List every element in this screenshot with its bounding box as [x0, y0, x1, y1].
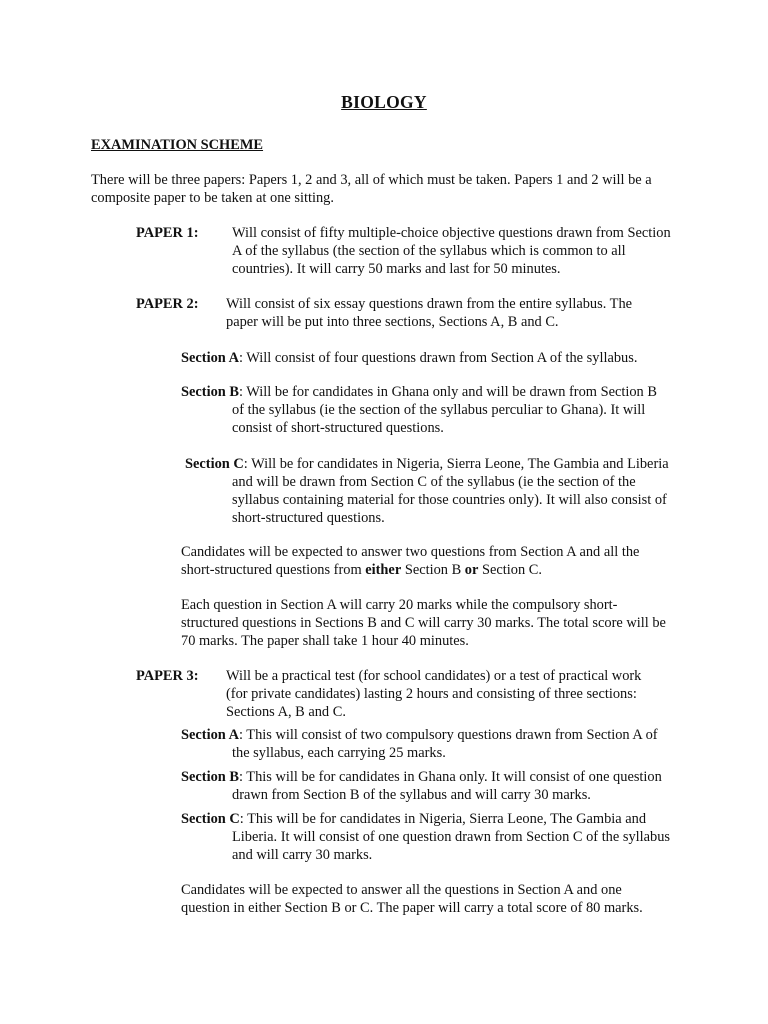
section-b-label: Section B	[181, 384, 239, 400]
paper-2-section-c	[185, 455, 673, 527]
intro-paragraph: There will be three papers: Papers 1, 2 and 3, all of which must be taken. Papers 1 and 2 will be a composite paper to be taken at one sitting.	[91, 172, 652, 206]
expectation-text-1: Candidates will be expected to answer two questions from Section A and all the short-structured questions from	[181, 544, 640, 578]
paper-1-label: PAPER 1:	[136, 225, 199, 241]
paper-3-section-c	[181, 810, 671, 864]
section-b-label: Section B	[181, 769, 239, 785]
paper-2-label: PAPER 2:	[136, 296, 199, 312]
section-b-text: : Will be for candidates in Ghana only and will be drawn from Section B of the syllabus (ie the section of the syllabus perculiar to Ghana). It will consist of short-structured questions.	[232, 384, 657, 436]
paper-2-description	[226, 295, 666, 331]
paper-2-section-a	[181, 349, 681, 367]
paper-3-section-a	[181, 726, 671, 762]
section-heading: EXAMINATION SCHEME	[91, 137, 264, 153]
emphasis-either: either	[365, 562, 402, 578]
emphasis-or: or	[464, 562, 479, 578]
section-a-text: : Will consist of four questions drawn from Section A of the syllabus.	[238, 350, 638, 366]
section-a-text: : This will consist of two compulsory questions drawn from Section A of the syllabus, each carrying 25 marks.	[232, 727, 658, 761]
section-c-text: : This will be for candidates in Nigeria, Sierra Leone, The Gambia and Liberia. It will consist of one question drawn from Section C of the syllabus and will carry 30 marks.	[232, 811, 671, 863]
expectation-text-3: Section C.	[478, 562, 542, 578]
section-c-text: : Will be for candidates in Nigeria, Sierra Leone, The Gambia and Liberia and will be drawn from Section C of the syllabus (ie the section of the syllabus containing material for those countries only). It will also consist of short-structured questions.	[232, 456, 669, 526]
paper-2-marks: Each question in Section A will carry 20 marks while the compulsory short-structured questions in Sections B and C will carry 30 marks. The total score will be 70 marks. The paper shall take 1 hour 40 minutes.	[181, 597, 666, 649]
section-c-label: Section C	[185, 456, 244, 472]
paper-3-text: Will be a practical test (for school candidates) or a test of practical work (for private candidates) lasting 2 hours and consisting of three sections: Sections A, B and C.	[226, 668, 642, 720]
paper-3-section-b	[181, 768, 671, 804]
paper-1-description	[232, 224, 678, 278]
paper-3-label: PAPER 3:	[136, 668, 199, 684]
paper-2-section-b	[181, 383, 671, 437]
paper-3-description	[226, 667, 666, 721]
section-a-label: Section A	[181, 727, 239, 743]
page-title: BIOLOGY	[341, 92, 427, 112]
paper-2-expectation	[181, 543, 671, 579]
section-c-label: Section C	[181, 811, 240, 827]
paper-2-text: Will consist of six essay questions drawn from the entire syllabus. The paper will be put into three sections, Sections A, B and C.	[226, 296, 633, 330]
paper-1-text: Will consist of fifty multiple-choice objective questions drawn from Section A of the syllabus (the section of the syllabus which is common to all countries). It will carry 50 marks and last for 50 minutes.	[232, 225, 671, 277]
section-b-text: : This will be for candidates in Ghana only. It will consist of one question drawn from Section B of the syllabus and will carry 30 marks.	[232, 769, 662, 803]
expectation-text-2: Section B	[401, 562, 465, 578]
paper-3-closing: Candidates will be expected to answer all the questions in Section A and one question in either Section B or C. The paper will carry a total score of 80 marks.	[181, 882, 643, 916]
section-a-label: Section A	[181, 350, 239, 366]
